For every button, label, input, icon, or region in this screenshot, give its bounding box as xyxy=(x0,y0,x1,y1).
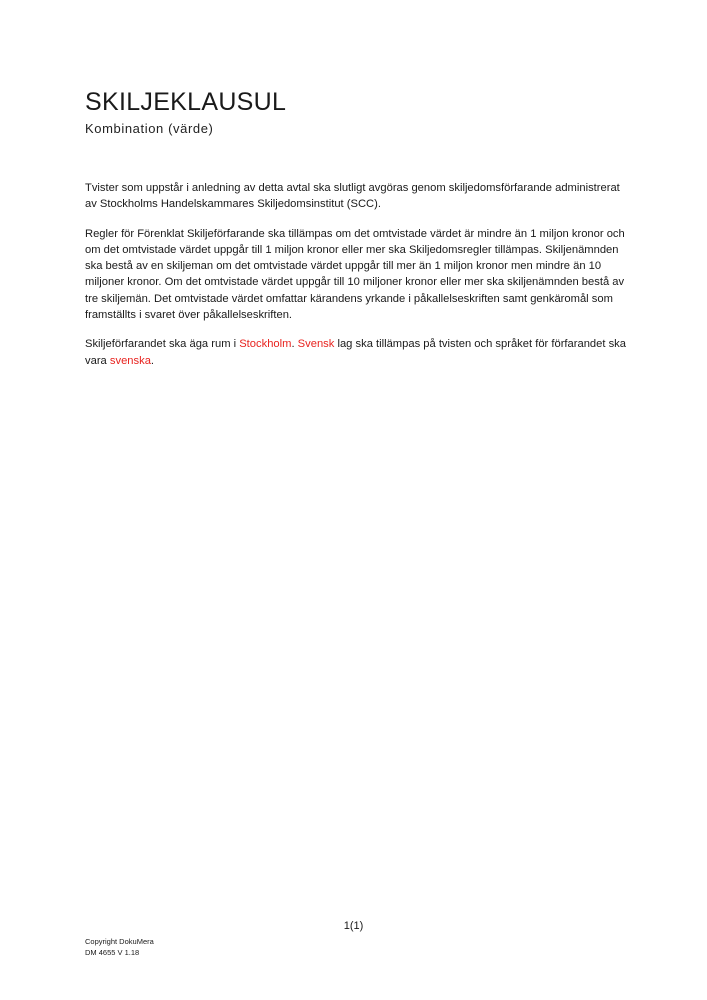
footer-doc-id: DM 4655 V 1.18 xyxy=(85,948,140,957)
paragraph-rules: Regler för Förenklat Skiljeförfarande ska tillämpas om det omtvistade värdet är mindre än 1 miljon kronor och om det omtvistade värdet uppgår till 1 miljon kronor eller mer ska Skiljedomsregler tillämpas. Skiljenämnden ska bestå av en skiljeman om det omtvistade värdet uppgår till mer än 1 miljon kronor men mindre än 10 miljoner kronor. Om det omtvistade värdet uppgår till 10 miljoner kronor eller mer ska skiljenämnden bestå av tre skiljemän. Det omtvistade värdet omfattar kärandens yrkande i påkallelseskriften samt genkäromål som framställts i svaret över påkallelseskriften. xyxy=(85,227,625,322)
venue-text-1: Skiljeförfarandet ska äga rum i xyxy=(85,338,240,351)
footer-copyright: Copyright DokuMera xyxy=(85,937,154,946)
placeholder-place: Stockholm xyxy=(239,338,292,351)
placeholder-law: Svensk xyxy=(297,338,335,351)
paragraph-venue xyxy=(85,336,630,369)
placeholder-language: svenska xyxy=(109,354,151,367)
venue-text-3: lag ska tillämpas på tvisten och språket för förfarandet ska vara xyxy=(85,338,626,367)
paragraph-intro: Tvister som uppstår i anledning av detta avtal ska slutligt avgöras genom skiljedomsförfarande administrerat av Stockholms Handelskammares Skiljedomsinstitut (SCC). xyxy=(85,182,620,211)
footer xyxy=(85,936,154,958)
document-title: SKILJEKLAUSUL xyxy=(85,88,287,116)
document-subtitle: Kombination (värde) xyxy=(85,121,214,136)
venue-text-2: . xyxy=(291,338,298,351)
page-number: 1(1) xyxy=(343,920,364,932)
venue-text-4: . xyxy=(150,354,155,367)
clause-body xyxy=(85,180,630,382)
